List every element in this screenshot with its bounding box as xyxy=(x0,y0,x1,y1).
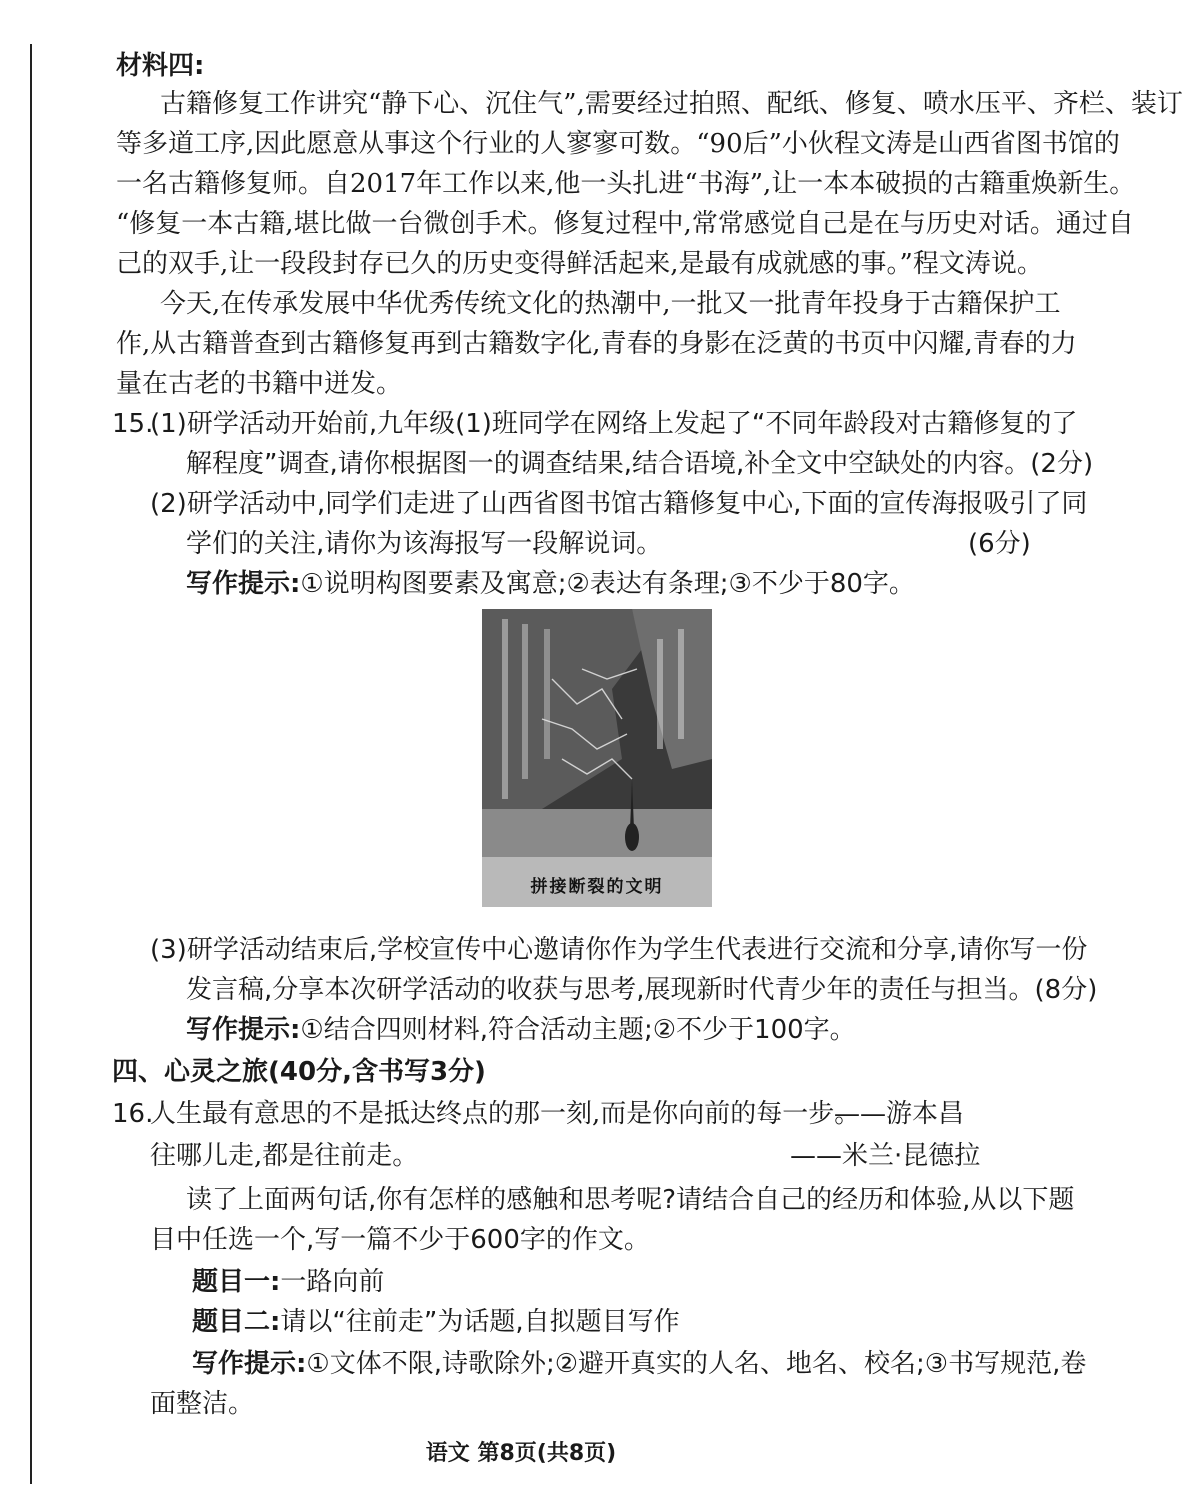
hint-label: 写作提示: xyxy=(192,1349,307,1379)
poster-artwork xyxy=(482,609,712,907)
question-16-prompt-line: 读了上面两句话,你有怎样的感触和思考呢?请结合自己的经历和体验,从以下题 xyxy=(186,1185,1075,1215)
question-16-title-one xyxy=(192,1262,384,1302)
question-15-part2-line: (2)研学活动中,同学们走进了山西省图书馆古籍修复中心,下面的宣传海报吸引了同 xyxy=(150,489,1088,519)
title-text: 一路向前 xyxy=(280,1267,385,1297)
question-15-part2-score: (6分) xyxy=(968,529,1031,559)
question-15-part2-line: 学们的关注,请你为该海报写一段解说词。 xyxy=(186,529,663,559)
poster-caption: 拼接断裂的文明 xyxy=(530,877,664,897)
question-16-hint xyxy=(192,1344,1086,1384)
material-four-line: 今天,在传承发展中华优秀传统文化的热潮中,一批又一批青年投身于古籍保护工 xyxy=(160,289,1061,319)
question-16-hint-line: 面整洁。 xyxy=(150,1389,255,1419)
hint-text: ①文体不限,诗歌除外;②避开真实的人名、地名、校名;③书写规范,卷 xyxy=(306,1349,1087,1379)
question-16-quote: 人生最有意思的不是抵达终点的那一刻,而是你向前的每一步。 xyxy=(150,1099,861,1129)
question-15-number: 15. xyxy=(112,409,154,439)
hint-text: ①说明构图要素及寓意;②表达有条理;③不少于80字。 xyxy=(300,569,915,599)
question-15-part3-line: (3)研学活动结束后,学校宣传中心邀请你作为学生代表进行交流和分享,请你写一份 xyxy=(150,935,1088,965)
material-four-line: 一名古籍修复师。自2017年工作以来,他一头扎进“书海”,让一本本破损的古籍重焕新生。 xyxy=(116,169,1136,199)
promo-poster-image xyxy=(482,609,712,907)
question-15-part3-line: 发言稿,分享本次研学活动的收获与思考,展现新时代青少年的责任与担当。(8分) xyxy=(186,975,1098,1005)
question-15-part1-line: 解程度”调查,请你根据图一的调查结果,结合语境,补全文中空缺处的内容。(2分) xyxy=(186,449,1094,479)
title-text: 请以“往前走”为话题,自拟题目写作 xyxy=(280,1307,680,1337)
material-four-line: 作,从古籍普查到古籍修复再到古籍数字化,青春的身影在泛黄的书页中闪耀,青春的力 xyxy=(116,329,1077,359)
material-four-line: 量在古老的书籍中迸发。 xyxy=(116,369,403,399)
question-16-quote: 往哪儿走,都是往前走。 xyxy=(150,1141,419,1171)
question-16-prompt-line: 目中任选一个,写一篇不少于600字的作文。 xyxy=(150,1225,650,1255)
material-four-line: 己的双手,让一段段封存已久的历史变得鲜活起来,是最有成就感的事。”程文涛说。 xyxy=(116,249,1043,279)
question-16-number: 16. xyxy=(112,1099,154,1129)
question-15-part2-hint xyxy=(186,564,915,604)
title-label: 题目一: xyxy=(192,1267,281,1297)
binding-margin-rule xyxy=(30,44,32,1484)
hint-label: 写作提示: xyxy=(186,1015,301,1045)
hint-label: 写作提示: xyxy=(186,569,301,599)
title-label: 题目二: xyxy=(192,1307,281,1337)
section-four-heading: 四、心灵之旅(40分,含书写3分) xyxy=(112,1057,486,1087)
question-15-part1-line: (1)研学活动开始前,九年级(1)班同学在网络上发起了“不同年龄段对古籍修复的了 xyxy=(150,409,1078,439)
question-15-part3-hint xyxy=(186,1010,856,1050)
question-16-quote-author: ——米兰·昆德拉 xyxy=(790,1141,981,1171)
page-footer: 语文 第8页(共8页) xyxy=(425,1441,617,1466)
material-four-line: 古籍修复工作讲究“静下心、沉住气”,需要经过拍照、配纸、修复、喷水压平、齐栏、装订 xyxy=(160,89,1183,119)
material-four-line: 等多道工序,因此愿意从事这个行业的人寥寥可数。“90后”小伙程文涛是山西省图书馆的 xyxy=(116,129,1120,159)
hint-text: ①结合四则材料,符合活动主题;②不少于100字。 xyxy=(300,1015,856,1045)
question-16-quote-author: ——游本昌 xyxy=(834,1099,965,1129)
material-four-heading: 材料四: xyxy=(116,51,205,81)
material-four-line: “修复一本古籍,堪比做一台微创手术。修复过程中,常常感觉自己是在与历史对话。通过自 xyxy=(116,209,1134,239)
question-16-title-two xyxy=(192,1302,680,1342)
